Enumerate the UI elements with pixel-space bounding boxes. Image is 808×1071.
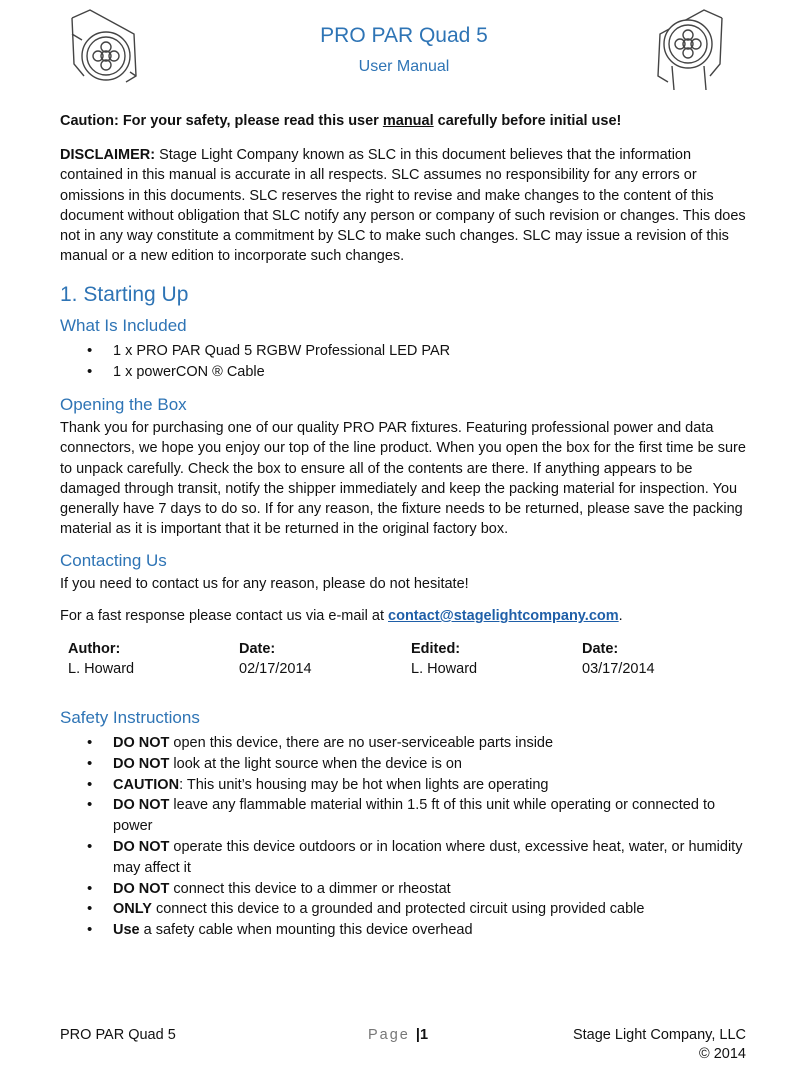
edited-label: Edited: <box>411 641 461 657</box>
page-number: 1 <box>419 1027 429 1043</box>
safety-text: connect this device to a grounded and protected circuit using provided cable <box>151 901 645 918</box>
safety-keyword: DO NOT <box>113 797 170 814</box>
safety-text: : This unit’s housing may be hot when lights are operating <box>179 776 549 793</box>
safety-keyword: DO NOT <box>113 735 170 751</box>
list-item <box>60 733 748 754</box>
safety-text: operate this device outdoors or in location where dust, excessive heat, water, or humidity may affect it <box>113 838 743 876</box>
subheading-what-is-included: What Is Included <box>60 316 187 335</box>
safety-text: connect this device to a dimmer or rheostat <box>169 880 451 897</box>
subheading-safety-instructions: Safety Instructions <box>60 708 200 727</box>
safety-text: look at the light source when the device is on <box>169 755 462 772</box>
author-label: Author: <box>68 641 121 657</box>
date-value: 02/17/2014 <box>239 661 312 677</box>
edited-column <box>411 639 477 679</box>
list-item <box>60 754 748 775</box>
document-title: PRO PAR Quad 5 <box>320 24 488 47</box>
par-fixture-image-right <box>650 6 730 92</box>
author-column <box>68 639 134 679</box>
par-fixture-image-left <box>64 6 144 92</box>
included-items-list <box>60 341 748 383</box>
footer-copyright: © 2014 <box>699 1046 746 1062</box>
caution-text-start: Caution: For your safety, please read this user <box>60 113 383 129</box>
list-item <box>60 775 748 796</box>
safety-keyword: DO NOT <box>113 755 170 772</box>
footer-product-name: PRO PAR Quad 5 <box>60 1027 176 1043</box>
caution-underlined-word: manual <box>382 113 434 129</box>
safety-keyword: DO NOT <box>113 880 170 897</box>
safety-keyword: DO NOT <box>113 838 170 855</box>
document-subtitle: User Manual <box>358 58 450 75</box>
author-value: L. Howard <box>68 661 135 677</box>
disclaimer-paragraph <box>60 145 748 267</box>
edited-date-value: 03/17/2014 <box>582 661 655 677</box>
opening-box-paragraph: Thank you for purchasing one of our quality PRO PAR fixtures. Featuring professional power and data connectors, we hope you enjoy our top of the line product. When you open the box for the first time be sure to unpack carefully. Check the box to ensure all of the contents are there. If anything appears to be damaged through transit, notify the shipper immediately and keep the packing material for inspection. You generally have 7 days to do so. If for any reason, the fixture needs to be returned, please save the packing material as it is important that it be returned in the original factory box. <box>60 420 746 538</box>
date-label: Date: <box>239 641 276 657</box>
contact-intro: If you need to contact us for any reason, please do not hesitate! <box>60 576 469 592</box>
page-separator: | <box>415 1027 420 1043</box>
contact-email-line <box>60 606 748 626</box>
list-item <box>60 899 748 920</box>
disclaimer-label: DISCLAIMER: <box>60 147 156 163</box>
edited-value: L. Howard <box>411 661 478 677</box>
caution-text-end: carefully before initial use! <box>433 113 622 129</box>
subheading-opening-the-box: Opening the Box <box>60 395 187 414</box>
page-label: Page <box>368 1027 410 1043</box>
safety-text: a safety cable when mounting this device overhead <box>139 922 473 939</box>
list-item: • 1 x powerCON ® Cable <box>60 362 748 383</box>
safety-keyword: CAUTION <box>113 776 180 793</box>
footer-company <box>573 1026 746 1064</box>
safety-keyword: Use <box>113 922 140 939</box>
contact-email-link[interactable]: contact@stagelightcompany.com <box>388 608 619 624</box>
caution-notice <box>60 113 750 129</box>
footer-company-name: Stage Light Company, LLC <box>572 1027 746 1043</box>
safety-text: open this device, there are no user-serviceable parts inside <box>169 735 554 751</box>
safety-keyword: ONLY <box>113 901 152 918</box>
subheading-contacting-us: Contacting Us <box>60 551 167 570</box>
disclaimer-text: Stage Light Company known as SLC in this document believes that the information contained in this manual is accurate in all respects. SLC assumes no responsibility for any errors or omissions in this documents. SLC reserves the right to revise and make changes to the content of this document without obligation that SLC notify any person or company of such revision or changes. This does not in any way constitute a commitment by SLC to make such changes. SLC may issue a revision of this manual or a new edition to incorporate such changes. <box>60 147 746 265</box>
safety-instructions-list <box>60 733 748 941</box>
safety-text: leave any flammable material within 1.5 ft of this unit while operating or connected to power <box>113 797 716 835</box>
edited-date-label: Date: <box>582 641 619 657</box>
list-item <box>60 879 748 900</box>
contact-email-prefix: For a fast response please contact us via e-mail at <box>60 608 389 624</box>
list-item: • 1 x PRO PAR Quad 5 RGBW Professional LED PAR <box>60 341 748 362</box>
list-item <box>60 837 748 879</box>
footer-page-number <box>368 1026 428 1045</box>
list-item <box>60 920 748 941</box>
edited-date-column <box>582 639 655 679</box>
list-item <box>60 795 748 837</box>
contact-email-suffix: . <box>618 608 623 624</box>
date-column <box>239 639 312 679</box>
section-heading-starting-up: 1. Starting Up <box>60 283 189 306</box>
